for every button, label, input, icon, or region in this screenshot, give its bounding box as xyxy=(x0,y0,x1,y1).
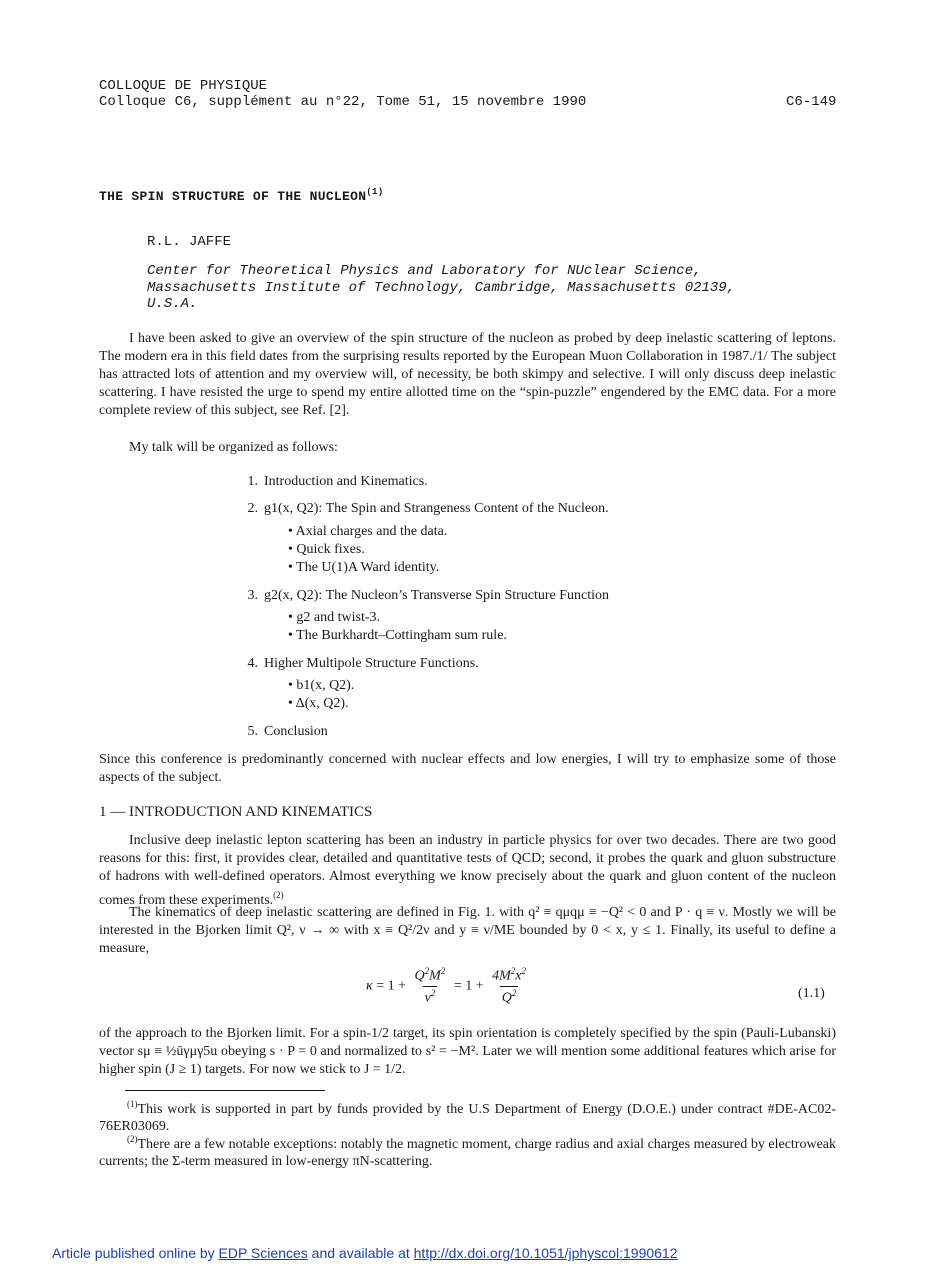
title-footnote-mark: (1) xyxy=(366,187,384,197)
bullet-text: g2 and twist-3. xyxy=(296,610,381,625)
outline-item xyxy=(236,473,756,491)
paper-title-text: THE SPIN STRUCTURE OF THE NUCLEON xyxy=(99,189,367,204)
publisher-prefix: Article published online by xyxy=(52,1245,215,1261)
bullet-text: Quick fixes. xyxy=(296,542,365,557)
outline-item xyxy=(236,500,756,518)
affiliation-line: Center for Theoretical Physics and Laboratory for NUclear Science, xyxy=(147,263,702,279)
footnote-mark: (2) xyxy=(273,890,284,900)
intro-paragraph: I have been asked to give an overview of the spin structure of the nucleon as probed by deep inelastic scattering of leptons. The modern era in this field dates from the surprising results reported by the European Muon Collaboration in 1987./1/ The subject has attracted lots of attention and my overview will, of necessity, be both skimpy and selective. I will only discuss deep inelastic scattering. I have resisted the urge to spend my entire allotted time on the “spin-puzzle” engendered by the EMC data. For a more complete review of this subject, see Ref. [2]. xyxy=(99,331,836,418)
page-number: C6-149 xyxy=(786,94,837,110)
outline-label: g2(x, Q2): The Nucleon’s Transverse Spin Structure Function xyxy=(264,588,610,603)
section-heading: 1 — INTRODUCTION AND KINEMATICS xyxy=(99,804,373,820)
author: R.L. JAFFE xyxy=(147,234,232,250)
outline-label: Conclusion xyxy=(264,724,328,739)
outline-bullet: • Δ(x, Q2). xyxy=(288,696,349,711)
issue-info: Colloque C6, supplément au n°22, Tome 51, 15 novembre 1990 xyxy=(99,94,587,110)
outline-bullet: • The Burkhardt–Cottingham sum rule. xyxy=(288,628,507,643)
publisher-line xyxy=(52,1245,678,1261)
outline-item xyxy=(236,655,756,673)
paper-title xyxy=(99,187,383,204)
outline-label: Higher Multipole Structure Functions. xyxy=(264,656,479,671)
outline-number: 2. xyxy=(247,501,258,516)
footnote-mark: (2) xyxy=(127,1134,138,1144)
outline-label: g1(x, Q2): The Spin and Strangeness Content of the Nucleon. xyxy=(264,501,609,516)
outline-bullet: • The U(1)A Ward identity. xyxy=(288,560,440,575)
section1-paragraph-1 xyxy=(99,832,836,910)
bullet-text: The U(1)A Ward identity. xyxy=(296,560,440,575)
outline-item xyxy=(236,723,756,741)
outline-intro: My talk will be organized as follows: xyxy=(129,440,338,455)
outline-number: 5. xyxy=(247,724,258,739)
closing-paragraph: Since this conference is predominantly concerned with nuclear effects and low energies, I will try to emphasize some of those aspects of the subject. xyxy=(99,752,836,785)
equation-1-1: κ = 1 + $\frac{Q^2M^2}{\nu^2}$ = 1 + $\frac{4M^2x^2}{Q^2}$ xyxy=(366,966,527,1006)
affiliation-line: Massachusetts Institute of Technology, Cambridge, Massachusetts 02139, xyxy=(147,279,736,296)
outline-number: 3. xyxy=(247,588,258,603)
doi-link[interactable]: http://dx.doi.org/10.1051/jphyscol:1990612 xyxy=(413,1245,678,1261)
outline-item xyxy=(236,587,756,605)
outline-bullet: • g2 and twist-3. xyxy=(288,610,381,625)
publisher-link[interactable]: EDP Sciences xyxy=(218,1245,308,1261)
outline-number: 1. xyxy=(247,474,258,489)
affiliation xyxy=(147,263,735,313)
bullet-text: The Burkhardt–Cottingham sum rule. xyxy=(296,628,507,643)
outline-number: 4. xyxy=(247,656,258,671)
footnote-text: This work is supported in part by funds provided by the U.S Department of Energy (D.O.E.) under contract #DE-AC02-76ER03069. xyxy=(99,1102,836,1134)
section1-paragraph-2: The kinematics of deep inelastic scattering are defined in Fig. 1. with q² ≡ qμqμ ≡ −Q² < 0 and P · q ≡ ν. Mostly we will be interested in the Bjorken limit Q², ν → ∞ with x ≡ Q²/2ν and y ≡ ν/ME bounded by 0 < x, y ≤ 1. Finally, its useful to define a measure, xyxy=(99,905,836,956)
section1-paragraph-3: of the approach to the Bjorken limit. For a spin-1/2 target, its spin orientation is completely specified by the spin (Pauli-Lubanski) vector sμ ≡ ½ūγμγ5u obeying s · P = 0 and normalized to s² = −M². Later we will mention some additional features which arise for higher spin (J ≥ 1) targets. For now we stick to J = 1/2. xyxy=(99,1026,836,1077)
bullet-text: Axial charges and the data. xyxy=(295,524,448,539)
bullet-text: b1(x, Q2). xyxy=(296,678,355,693)
affiliation-line: U.S.A. xyxy=(147,296,198,312)
footnote-mark: (1) xyxy=(127,1099,138,1109)
bullet-text: Δ(x, Q2). xyxy=(295,696,349,711)
footnote-rule xyxy=(125,1090,325,1091)
publisher-middle: and available at xyxy=(311,1245,410,1261)
footnote xyxy=(99,1131,836,1170)
paragraph-text: Inclusive deep inelastic lepton scattering has been an industry in particle physics for over two decades. There are two good reasons for this: first, it provides clear, detailed and quantitative tests of QCD; second, it probes the quark and gluon substructure of hadrons with well-defined operators. Almost everything we know precisely about the quark and gluon content of the nucleon comes from these experiments. xyxy=(99,833,836,908)
footnote xyxy=(99,1096,836,1135)
equation-number: (1.1) xyxy=(798,986,825,1001)
footnote-text: There are a few notable exceptions: notably the magnetic moment, charge radius and axial charges measured by electroweak currents; the Σ-term measured in low-energy πN-scattering. xyxy=(99,1137,836,1169)
outline-bullet: • Quick fixes. xyxy=(288,542,365,557)
outline-bullet: • b1(x, Q2). xyxy=(288,678,355,693)
outline-label: Introduction and Kinematics. xyxy=(264,474,428,489)
outline-bullet: • Axial charges and the data. xyxy=(288,524,448,539)
journal-name: COLLOQUE DE PHYSIQUE xyxy=(99,78,268,94)
